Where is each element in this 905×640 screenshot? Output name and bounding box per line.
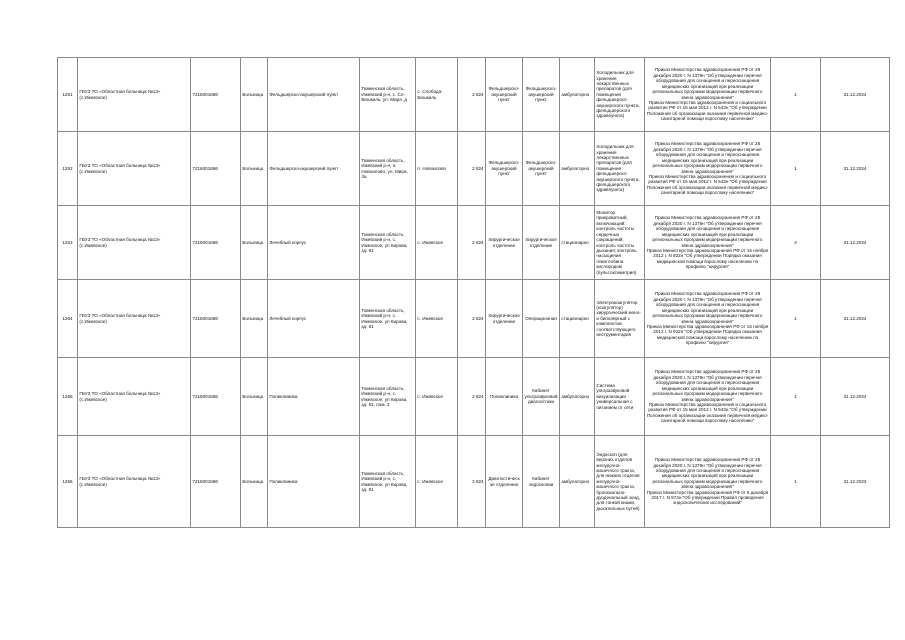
organization-name: ГБУЗ ТО «Областная больница №13» (с.Ижевское) [78, 58, 191, 132]
row-number: 1262 [58, 132, 78, 206]
department: Фельдшерско-акушерский пункт [486, 132, 523, 206]
department: Хирургическое отделение [486, 206, 523, 280]
inn-code: 7216001686 [191, 280, 241, 358]
settlement: с. Ижевское [416, 436, 458, 528]
facility-type: Больница [241, 358, 268, 436]
facility-type: Больница [241, 206, 268, 280]
structural-unit: Фельдшерско-акушерский пункт [268, 58, 360, 132]
department: Поликлиника [486, 358, 523, 436]
row-number: 1263 [58, 206, 78, 280]
table-row [58, 206, 890, 280]
structural-unit: Лечебный корпус [268, 206, 360, 280]
equipment-count: 1 [771, 132, 821, 206]
regulatory-document: Приказ Министерства здравоохранения РФ от 28 декабря 2020 г. N 1379н "Об утверждении перечня оборудования для оснащения и переоснащения медицинских организаций при реализации региональных программ модернизации первичного звена здравоохранения" Приказ Министерства здравоохранения и социального развития РФ от 15 мая 2012 г. N 543н "Об утверждении Положения об организации оказания первичной медико-санитарной помощи взрослому населению" [645, 132, 771, 206]
regulatory-document: Приказ Министерства здравоохранения РФ от 28 декабря 2020 г. N 1379н "Об утверждении перечня оборудования для оснащения и переоснащения медицинских организаций при реализации региональных программ модернизации первичного звена здравоохранения" Приказ Министерства здравоохранения и социального развития РФ от 15 мая 2012 г. N 543н "Об утверждении Положения об организации оказания первичной медико-санитарной помощи взрослому населению" [645, 358, 771, 436]
organization-name: ГБУЗ ТО «Областная больница №13» (с.Ижевское) [78, 436, 191, 528]
settlement-code: 2 824 [458, 132, 486, 206]
deadline-date: 31.12.2024 [821, 358, 890, 436]
settlement: с. Ижевское [416, 280, 458, 358]
deadline-date: 31.12.2024 [821, 206, 890, 280]
department: Диагностическое отделение [486, 436, 523, 528]
address: Тюменская область, Ижевский р-н, п. Новоилово, ул. Мира, 3а [360, 132, 416, 206]
deadline-date: 31.12.2023 [821, 436, 890, 528]
facility-type: Больница [241, 436, 268, 528]
settlement-code: 2 824 [458, 206, 486, 280]
inn-code: 7216001686 [191, 58, 241, 132]
regulatory-document: Приказ Министерства здравоохранения РФ от 28 декабря 2020 г. N 1379н "Об утверждении перечня оборудования для оснащения и переоснащения медицинских организаций при реализации региональных программ модернизации первичного звена здравоохранения" Приказ Министерства здравоохранения РФ от 15 ноября 2012 г. N 922н "Об утверждении Порядка оказания медицинской помощи взрослому населению по профилю "хирургия" [645, 206, 771, 280]
table-row [58, 132, 890, 206]
equipment-name: Эндоскоп (для верхних отделов желудочно-кишечного тракта, для нижних отделов желудочно-кишечного тракта, бронхиально-дуоденальный зонд, для тонкой кишки, дыхательных путей) [595, 436, 645, 528]
settlement-code: 2 824 [458, 280, 486, 358]
settlement: п. Новоилово [416, 132, 458, 206]
care-form: амбулаторно [560, 436, 595, 528]
care-form: стационарно [560, 280, 595, 358]
room: Хирургическое отделение [523, 206, 560, 280]
equipment-count: 1 [771, 280, 821, 358]
department: Хирургическое отделение [486, 280, 523, 358]
organization-name: ГБУЗ ТО «Областная больница №13» (с.Ижевское) [78, 358, 191, 436]
deadline-date: 31.12.2024 [821, 58, 890, 132]
settlement: с. Ижевское [416, 206, 458, 280]
address: Тюменская область, Ижевский р-н, с. Ижевское, ул Кирова, зд. 91 [360, 436, 416, 528]
deadline-date: 31.12.2024 [821, 132, 890, 206]
equipment-count: 1 [771, 358, 821, 436]
table-row [58, 358, 890, 436]
address: Тюменская область, Ижевский р-н, с. Ижевское, ул Кирова, зд. 91 [360, 280, 416, 358]
equipment-count: 1 [771, 58, 821, 132]
regulatory-document: Приказ Министерства здравоохранения РФ от 28 декабря 2020 г. N 1379н "Об утверждении перечня оборудования для оснащения и переоснащения медицинских организаций при реализации региональных программ модернизации первичного звена здравоохранения" Приказ Министерства здравоохранения и социального развития РФ от 15 мая 2012 г. N 543н "Об утверждении Положения об организации оказания первичной медико-санитарной помощи взрослому населению" [645, 58, 771, 132]
facility-type: Больница [241, 58, 268, 132]
equipment-name: Монитор прикроватный, включающий: контроль частоты сердечных сокращений; контроль частоты дыхания; контроль насыщения гемоглобина кислородом (пульсоксиметрия) [595, 206, 645, 280]
address: Тюменская область, Ижевский р-н, с. Сл-Бешкиль, ул. Мира ,д [360, 58, 416, 132]
department: Фельдшерско-акушерский пункт [486, 58, 523, 132]
equipment-name: Электрокоагулятор (коагулятор) хирургический моно- и биполярный с комплектом соответствующего инструментария [595, 280, 645, 358]
room: Операционная [523, 280, 560, 358]
equipment-count: 1 [771, 436, 821, 528]
regulatory-document: Приказ Министерства здравоохранения РФ от 28 декабря 2020 г. N 1379н "Об утверждении перечня оборудования для оснащения и переоснащения медицинских организаций при реализации региональных программ модернизации первичного звена здравоохранения" Приказ Министерства здравоохранения РФ от 6 декабря 2017 г. N 974н "Об утверждении Правил проведения эндоскопических исследований" [645, 436, 771, 528]
row-number: 1265 [58, 358, 78, 436]
settlement: с. Слобода-Бешкиль [416, 58, 458, 132]
inn-code: 7216001686 [191, 132, 241, 206]
table-row [58, 58, 890, 132]
equipment-name: Холодильник для хранения лекарственных препаратов (для помещения фельдшерско-акушерского пункта, фельдшерского здравпункта) [595, 58, 645, 132]
care-form: стационарно [560, 206, 595, 280]
equipment-count: 4 [771, 206, 821, 280]
room: Фельдшерско-акушерский пункт [523, 58, 560, 132]
organization-name: ГБУЗ ТО «Областная больница №13» (с.Ижевское) [78, 206, 191, 280]
settlement-code: 2 824 [458, 58, 486, 132]
equipment-name: Система ультразвуковой визуализации универсальная с питанием от сети [595, 358, 645, 436]
table-row [58, 436, 890, 528]
row-number: 1266 [58, 436, 78, 528]
inn-code: 7216001686 [191, 206, 241, 280]
address: Тюменская область, Ижевский р-н, с. Ижевское, ул Кирова, зд. 91, пом. 2 [360, 358, 416, 436]
organization-name: ГБУЗ ТО «Областная больница №13» (с.Ижевское) [78, 132, 191, 206]
settlement-code: 2 824 [458, 358, 486, 436]
structural-unit: Фельдшерско-акушерский пункт [268, 132, 360, 206]
row-number: 1261 [58, 58, 78, 132]
facility-type: Больница [241, 132, 268, 206]
row-number: 1264 [58, 280, 78, 358]
table-row [58, 280, 890, 358]
facility-type: Больница [241, 280, 268, 358]
structural-unit: Поликлиника [268, 436, 360, 528]
organization-name: ГБУЗ ТО «Областная больница №13» (с.Ижевское) [78, 280, 191, 358]
equipment-registry-table [57, 57, 890, 528]
settlement-code: 2 824 [458, 436, 486, 528]
equipment-name: Холодильник для хранения лекарственных препаратов (для помещения фельдшерско-акушерского пункта, фельдшерского здравпункта) [595, 132, 645, 206]
room: Фельдшерско-акушерский пункт [523, 132, 560, 206]
inn-code: 7216001686 [191, 358, 241, 436]
deadline-date: 31.12.2024 [821, 280, 890, 358]
room: Кабинет ультразвуковой диагностики [523, 358, 560, 436]
care-form: амбулаторно [560, 58, 595, 132]
care-form: амбулаторно [560, 132, 595, 206]
care-form: амбулаторно [560, 358, 595, 436]
address: Тюменская область, Ижевский р-н, с. Ижевское, ул Кирова, зд. 91 [360, 206, 416, 280]
structural-unit: Лечебный корпус [268, 280, 360, 358]
settlement: с. Ижевское [416, 358, 458, 436]
inn-code: 7216001686 [191, 436, 241, 528]
room: Кабинет эндоскопии [523, 436, 560, 528]
regulatory-document: Приказ Министерства здравоохранения РФ от 28 декабря 2020 г. N 1379н "Об утверждении перечня оборудования для оснащения и переоснащения медицинских организаций при реализации региональных программ модернизации первичного звена здравоохранения" Приказ Министерства здравоохранения РФ от 15 ноября 2012 г. N 922н "Об утверждении Порядка оказания медицинской помощи взрослому населению по профилю "хирургия" [645, 280, 771, 358]
structural-unit: Поликлиника [268, 358, 360, 436]
